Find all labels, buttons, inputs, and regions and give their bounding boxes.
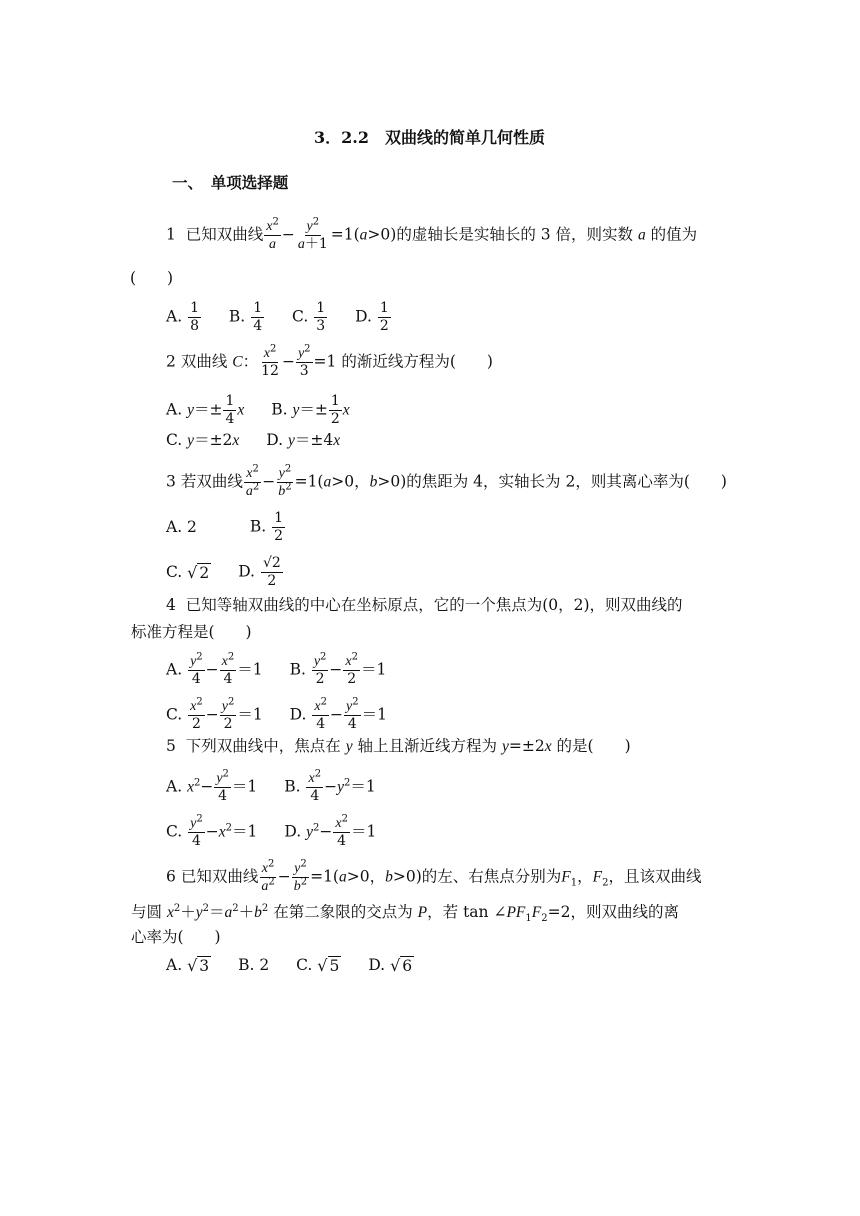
option-d: D. $\frac{1}{2}$ bbox=[355, 300, 389, 334]
q1-answer-bracket: ( ) bbox=[130, 269, 174, 287]
option-d: D. $\frac{√2}{2}$ bbox=[238, 555, 281, 589]
question-3-stem: 3 若双曲线 $\frac{x^2}{a^2}$ − $\frac{y^2}{b^2}$ =1(a>0，b>0)的焦距为 4，实轴长为 2，则其离心率为( ) bbox=[166, 463, 727, 499]
question-number: 1 bbox=[166, 225, 176, 244]
question-1-stem: 1 已知双曲线 $\frac{x^2}{a}$ − $\frac{y^2}{a+1}$ =1(a>0)的虚轴长是实轴长的 3 倍，则实数 a 的值为 bbox=[166, 216, 698, 252]
section-heading: 一、 单项选择题 bbox=[172, 173, 289, 192]
page-title: 3．2.2 双曲线的简单几何性质 bbox=[314, 128, 545, 147]
option-b: B. y＝± $\frac{1}{2}$ x bbox=[271, 393, 350, 427]
q3-options-row2 bbox=[166, 555, 306, 590]
question-4-stem: 4 已知等轴双曲线的中心在坐标原点，它的一个焦点为(0，2)，则双曲线的 bbox=[166, 596, 683, 614]
option-d: D. √ 6 bbox=[368, 956, 413, 975]
option-a: A. y＝± $\frac{1}{4}$ x bbox=[166, 393, 245, 427]
option-a: A. $\frac{y^2}{4}$ − $\frac{x^2}{4}$ ＝1 bbox=[166, 651, 263, 687]
q4-options-row1 bbox=[166, 653, 408, 688]
question-5-stem: 5 下列双曲线中，焦点在 y 轴上且渐近线方程为 y=±2x 的是( ) bbox=[166, 737, 631, 755]
option-a: A. √ 3 bbox=[166, 956, 210, 975]
q1-options bbox=[166, 300, 414, 335]
option-d: D. $\frac{x^2}{4}$ − $\frac{y^2}{4}$ ＝1 bbox=[289, 696, 387, 732]
q1-text-d: 的值为 bbox=[650, 225, 698, 244]
option-c: C. √ 5 bbox=[296, 956, 340, 975]
q6-options bbox=[166, 955, 436, 976]
option-b: B. 2 bbox=[238, 956, 270, 974]
option-c: C. $\frac{1}{3}$ bbox=[292, 300, 326, 334]
question-6-stem: 6 已知双曲线 $\frac{x^2}{a^2}$ − $\frac{y^2}{b^2}$ =1(a>0，b>0)的左、右焦点分别为$F_1$，$F_2$，且该双曲线 bbox=[166, 858, 702, 894]
question-2-stem: 2 双曲线 C： $\frac{x^2}{12}$ − $\frac{y^2}{3}$ =1 的渐近线方程为( ) bbox=[166, 343, 493, 379]
q1-text-a: 已知双曲线 bbox=[185, 225, 264, 244]
option-a: A. $x^2-$ $\frac{y^2}{4}$ ＝1 bbox=[166, 768, 258, 804]
question-4-stem-line2: 标准方程是( ) bbox=[131, 623, 252, 641]
option-c: C. y＝±2x bbox=[166, 431, 240, 449]
option-b: B. $\frac{1}{4}$ bbox=[228, 300, 263, 334]
option-a: A. $\frac{1}{8}$ bbox=[166, 300, 199, 334]
fraction: $\frac{x^2}{a}$ bbox=[266, 216, 279, 252]
option-c: C. √ 2 bbox=[166, 562, 210, 582]
q5-options-row1 bbox=[166, 770, 398, 805]
question-6-stem-line2: 与圆 $x^2+y^2=a^2+b^2$ 在第二象限的交点为 P，若 $\tan \angle PF_1F_2=2$，则双曲线的离 bbox=[131, 902, 679, 925]
q3-options-row1 bbox=[166, 510, 308, 545]
fraction: $\frac{y^2}{a+1}$ bbox=[297, 216, 328, 252]
option-c: C. $\frac{y^2}{4}$ $-x^2=1$ bbox=[166, 813, 258, 849]
option-a: A. 2 bbox=[166, 517, 197, 536]
question-6-stem-line3: 心率为( ) bbox=[131, 928, 221, 946]
q4-options-row2 bbox=[166, 698, 409, 733]
q2-options-row2 bbox=[166, 430, 362, 451]
option-b: B. $\frac{y^2}{2}$ − $\frac{x^2}{2}$ ＝1 bbox=[289, 651, 387, 687]
q5-options-row2 bbox=[166, 815, 398, 850]
option-b: B. $\frac{x^2}{4}$ $-y^2=1$ bbox=[284, 768, 376, 804]
option-b: B. $\frac{1}{2}$ bbox=[249, 510, 284, 544]
q1-text-b: =1( bbox=[330, 225, 360, 244]
option-d: D. $y^2-$ $\frac{x^2}{4}$ ＝1 bbox=[284, 813, 377, 849]
q1-text-c: >0)的虚轴长是实轴长的 3 倍，则实数 bbox=[367, 225, 634, 244]
q2-options-row1 bbox=[166, 393, 372, 428]
option-d: D. y＝±4x bbox=[266, 431, 341, 449]
option-c: C. $\frac{x^2}{2}$ − $\frac{y^2}{2}$ ＝1 bbox=[166, 696, 263, 732]
